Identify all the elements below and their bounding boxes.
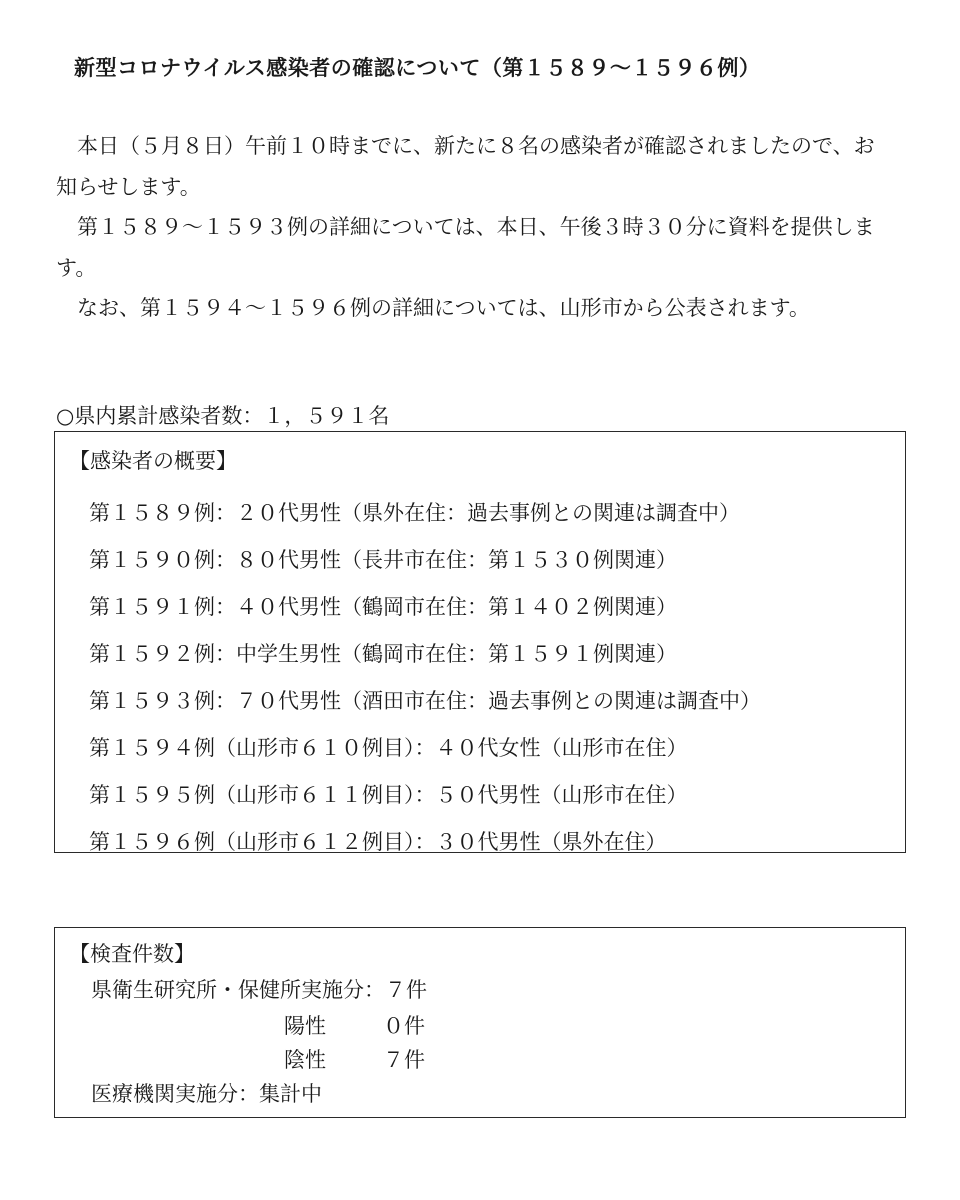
cases-heading: 【感染者の概要】 xyxy=(69,449,237,473)
case-item: 第１５９０例：８０代男性（長井市在住：第１５３０例関連） xyxy=(89,548,677,572)
case-item: 第１５９６例（山形市６１２例目）：３０代男性（県外在住） xyxy=(89,830,667,854)
positive-label: 陽性 xyxy=(284,1014,326,1038)
test-count-box xyxy=(54,927,906,1118)
case-item: 第１５８９例：２０代男性（県外在住：過去事例との関連は調査中） xyxy=(89,501,740,525)
case-item: 第１５９３例：７０代男性（酒田市在住：過去事例との関連は調査中） xyxy=(89,689,761,713)
positive-count: ０件 xyxy=(383,1014,425,1038)
medical-institution-tests: 医療機関実施分：集計中 xyxy=(91,1082,322,1106)
negative-count: ７件 xyxy=(383,1048,425,1072)
paragraph-details-schedule: 第１５８９～１５９３例の詳細については、本日、午後３時３０分に資料を提供します。 xyxy=(56,215,875,280)
paragraph-yamagata-city: なお、第１５９４～１５９６例の詳細については、山形市から公表されます。 xyxy=(77,296,810,320)
case-item: 第１５９２例：中学生男性（鶴岡市在住：第１５９１例関連） xyxy=(89,642,677,666)
case-item: 第１５９４例（山形市６１０例目）：４０代女性（山形市在住） xyxy=(89,736,688,760)
tests-heading: 【検査件数】 xyxy=(69,942,195,966)
prefectural-tests: 県衛生研究所・保健所実施分：７件 xyxy=(91,978,427,1002)
case-list xyxy=(89,490,761,866)
cases-summary-box xyxy=(54,431,906,853)
case-item: 第１５９５例（山形市６１１例目）：５０代男性（山形市在住） xyxy=(89,783,688,807)
cumulative-total: ○県内累計感染者数：１，５９１名 xyxy=(56,404,390,428)
paragraph-confirmed: 本日（５月８日）午前１０時までに、新たに８名の感染者が確認されましたので、お知らせします。 xyxy=(56,134,875,199)
case-item: 第１５９１例：４０代男性（鶴岡市在住：第１４０２例関連） xyxy=(89,595,677,619)
negative-label: 陰性 xyxy=(284,1048,326,1072)
document-title: 新型コロナウイルス感染者の確認について（第１５８９～１５９６例） xyxy=(74,56,761,80)
announcement-body xyxy=(56,126,876,329)
